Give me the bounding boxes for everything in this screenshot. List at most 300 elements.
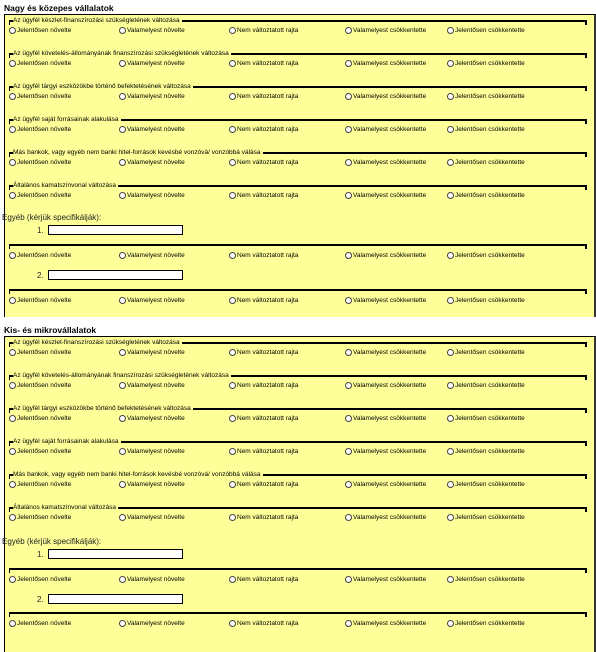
option-valamelyest-csokkentette[interactable] (345, 415, 426, 422)
option-valamelyest-novelte[interactable] (119, 27, 185, 34)
radio-button[interactable] (9, 159, 16, 166)
radio-button[interactable] (447, 481, 454, 488)
option-label: Nem változtatott rajta (237, 576, 299, 583)
option-label: Nem változtatott rajta (237, 415, 299, 422)
radio-button[interactable] (119, 382, 126, 389)
option-label: Valamelyest csökkentette (353, 349, 427, 356)
question-label: Az ügyfél készlet-finanszírozási szükségletének változása (13, 339, 180, 346)
radio-button[interactable] (229, 60, 236, 67)
option-label: Valamelyest csökkentette (353, 415, 427, 422)
question-label: Az ügyfél követelés-állományának finanszírozási szükségletének változása (13, 50, 229, 57)
option-label: Jelentősen növelte (17, 481, 72, 488)
divider (585, 342, 587, 347)
option-jelentosen-csokkentette[interactable] (447, 415, 525, 422)
option-jelentosen-csokkentette[interactable] (447, 514, 525, 521)
option-label: Nem változtatott rajta (237, 93, 299, 100)
radio-button[interactable] (229, 192, 236, 199)
option-label: Nem változtatott rajta (237, 448, 299, 455)
radio-button[interactable] (345, 93, 352, 100)
radio-button[interactable] (229, 448, 236, 455)
option-valamelyest-csokkentette[interactable] (345, 297, 426, 304)
option-label: Jelentősen növelte (17, 415, 72, 422)
question-group (9, 149, 587, 171)
radio-button[interactable] (345, 159, 352, 166)
option-label: Jelentősen csökkentette (455, 192, 525, 199)
option-valamelyest-novelte[interactable] (119, 192, 185, 199)
option-valamelyest-csokkentette[interactable] (345, 349, 426, 356)
question-group (9, 289, 587, 311)
option-valamelyest-novelte[interactable] (119, 620, 185, 627)
radio-button[interactable] (119, 192, 126, 199)
option-valamelyest-novelte[interactable] (119, 60, 185, 67)
radio-button[interactable] (447, 514, 454, 521)
option-jelentosen-novelte[interactable] (9, 297, 71, 304)
divider (9, 507, 10, 512)
question-group (9, 83, 587, 105)
option-label: Nem változtatott rajta (237, 481, 299, 488)
divider (585, 244, 587, 249)
radio-button[interactable] (9, 481, 16, 488)
radio-button[interactable] (447, 620, 454, 627)
option-jelentosen-novelte[interactable] (9, 60, 71, 67)
option-label: Valamelyest növelte (127, 60, 185, 67)
radio-button[interactable] (229, 415, 236, 422)
question-group (9, 504, 587, 526)
divider (9, 342, 10, 347)
option-label: Jelentősen csökkentette (455, 27, 525, 34)
question-label: Általános kamatszínvonal változása (13, 182, 116, 189)
divider (585, 152, 587, 157)
question-group (9, 471, 587, 493)
option-label: Valamelyest növelte (127, 93, 185, 100)
divider (585, 289, 587, 294)
divider (9, 289, 587, 291)
radio-button[interactable] (119, 60, 126, 67)
divider (9, 408, 10, 413)
option-jelentosen-novelte[interactable] (9, 126, 71, 133)
option-label: Valamelyest csökkentette (353, 481, 427, 488)
option-label: Jelentősen növelte (17, 159, 72, 166)
option-jelentosen-csokkentette[interactable] (447, 448, 525, 455)
option-label: Jelentősen csökkentette (455, 514, 525, 521)
question-label: Más bankok, vagy egyéb nem banki hitel-források kevésbé vonzóvá/ vonzóbbá válása (13, 471, 261, 478)
radio-button[interactable] (229, 382, 236, 389)
divider (9, 612, 10, 617)
radio-button[interactable] (447, 126, 454, 133)
radio-button[interactable] (345, 192, 352, 199)
option-label: Nem változtatott rajta (237, 159, 299, 166)
divider (585, 474, 587, 479)
option-jelentosen-csokkentette[interactable] (447, 349, 525, 356)
option-label: Valamelyest csökkentette (353, 192, 427, 199)
option-label: Nem változtatott rajta (237, 60, 299, 67)
option-jelentosen-csokkentette[interactable] (447, 382, 525, 389)
option-jelentosen-csokkentette[interactable] (447, 297, 525, 304)
other-2-input[interactable] (48, 270, 183, 280)
question-label: Az ügyfél saját forrásainak alakulása (13, 438, 119, 445)
option-label: Jelentősen növelte (17, 514, 72, 521)
option-nem-valtoztatott[interactable] (229, 481, 298, 488)
option-label: Jelentősen csökkentette (455, 349, 525, 356)
radio-button[interactable] (119, 27, 126, 34)
option-label: Valamelyest csökkentette (353, 60, 427, 67)
option-valamelyest-novelte[interactable] (119, 252, 185, 259)
option-nem-valtoztatott[interactable] (229, 252, 298, 259)
radio-button[interactable] (119, 126, 126, 133)
divider (9, 612, 587, 614)
radio-button[interactable] (229, 159, 236, 166)
option-label: Jelentősen növelte (17, 27, 72, 34)
option-label: Jelentősen csökkentette (455, 481, 525, 488)
option-label: Valamelyest növelte (127, 159, 185, 166)
other-1-input[interactable] (48, 225, 183, 235)
option-jelentosen-csokkentette[interactable] (447, 252, 525, 259)
radio-button[interactable] (119, 159, 126, 166)
question-group (9, 568, 587, 590)
other-2-label: 2. (37, 595, 44, 604)
option-nem-valtoztatott[interactable] (229, 415, 298, 422)
option-label: Valamelyest csökkentette (353, 514, 427, 521)
divider (585, 53, 587, 58)
radio-button[interactable] (447, 27, 454, 34)
option-label: Jelentősen csökkentette (455, 448, 525, 455)
question-label: Az ügyfél tárgyi eszközökbe történő befektetésének változása (13, 83, 191, 90)
option-valamelyest-csokkentette[interactable] (345, 27, 426, 34)
option-label: Jelentősen növelte (17, 126, 72, 133)
option-label: Nem változtatott rajta (237, 252, 299, 259)
option-nem-valtoztatott[interactable] (229, 159, 298, 166)
radio-button[interactable] (447, 349, 454, 356)
option-jelentosen-novelte[interactable] (9, 576, 71, 583)
option-label: Nem változtatott rajta (237, 382, 299, 389)
radio-button[interactable] (345, 60, 352, 67)
radio-button[interactable] (9, 448, 16, 455)
radio-button[interactable] (345, 576, 352, 583)
option-label: Jelentősen növelte (17, 60, 72, 67)
option-jelentosen-csokkentette[interactable] (447, 576, 525, 583)
option-label: Valamelyest növelte (127, 576, 185, 583)
option-jelentosen-novelte[interactable] (9, 252, 71, 259)
option-jelentosen-csokkentette[interactable] (447, 620, 525, 627)
radio-button[interactable] (9, 192, 16, 199)
radio-button[interactable] (447, 60, 454, 67)
question-group (9, 50, 587, 72)
divider (585, 185, 587, 190)
option-valamelyest-csokkentette[interactable] (345, 382, 426, 389)
option-label: Nem változtatott rajta (237, 297, 299, 304)
option-jelentosen-csokkentette[interactable] (447, 481, 525, 488)
divider (9, 53, 10, 58)
option-valamelyest-novelte[interactable] (119, 448, 185, 455)
option-nem-valtoztatott[interactable] (229, 349, 298, 356)
option-label: Jelentősen csökkentette (455, 252, 525, 259)
other-label: Egyéb (kérjük specifikálják): (2, 213, 102, 222)
option-valamelyest-novelte[interactable] (119, 415, 185, 422)
option-jelentosen-novelte[interactable] (9, 192, 71, 199)
question-group (9, 17, 587, 39)
option-valamelyest-csokkentette[interactable] (345, 60, 426, 67)
option-label: Jelentősen növelte (17, 448, 72, 455)
radio-button[interactable] (345, 481, 352, 488)
divider (585, 86, 587, 91)
other-label: Egyéb (kérjük specifikálják): (2, 537, 102, 546)
option-jelentosen-novelte[interactable] (9, 349, 71, 356)
option-nem-valtoztatott[interactable] (229, 297, 298, 304)
radio-button[interactable] (229, 126, 236, 133)
option-label: Valamelyest növelte (127, 620, 185, 627)
option-label: Jelentősen növelte (17, 192, 72, 199)
option-label: Jelentősen növelte (17, 297, 72, 304)
radio-button[interactable] (119, 415, 126, 422)
option-valamelyest-novelte[interactable] (119, 382, 185, 389)
option-label: Valamelyest csökkentette (353, 382, 427, 389)
radio-button[interactable] (229, 481, 236, 488)
other-1-label: 1. (37, 226, 44, 235)
radio-button[interactable] (229, 27, 236, 34)
option-label: Valamelyest növelte (127, 415, 185, 422)
radio-button[interactable] (9, 514, 16, 521)
radio-button[interactable] (119, 576, 126, 583)
option-valamelyest-novelte[interactable] (119, 126, 185, 133)
divider (9, 152, 10, 157)
radio-button[interactable] (229, 349, 236, 356)
option-label: Jelentősen csökkentette (455, 382, 525, 389)
option-label: Valamelyest csökkentette (353, 159, 427, 166)
radio-button[interactable] (119, 93, 126, 100)
other-2-input[interactable] (48, 594, 183, 604)
option-valamelyest-csokkentette[interactable] (345, 192, 426, 199)
radio-button[interactable] (119, 620, 126, 627)
divider (9, 244, 10, 249)
radio-button[interactable] (119, 448, 126, 455)
question-label: Az ügyfél saját forrásainak alakulása (13, 116, 119, 123)
radio-button[interactable] (447, 93, 454, 100)
option-valamelyest-csokkentette[interactable] (345, 514, 426, 521)
radio-button[interactable] (229, 297, 236, 304)
option-jelentosen-novelte[interactable] (9, 514, 71, 521)
option-nem-valtoztatott[interactable] (229, 126, 298, 133)
radio-button[interactable] (447, 297, 454, 304)
radio-button[interactable] (9, 576, 16, 583)
option-valamelyest-csokkentette[interactable] (345, 126, 426, 133)
radio-button[interactable] (229, 93, 236, 100)
option-valamelyest-novelte[interactable] (119, 297, 185, 304)
radio-button[interactable] (345, 126, 352, 133)
option-label: Nem változtatott rajta (237, 27, 299, 34)
option-valamelyest-novelte[interactable] (119, 93, 185, 100)
divider (585, 408, 587, 413)
section-panel-large (4, 14, 596, 317)
option-jelentosen-novelte[interactable] (9, 27, 71, 34)
option-nem-valtoztatott[interactable] (229, 192, 298, 199)
radio-button[interactable] (345, 514, 352, 521)
option-jelentosen-novelte[interactable] (9, 382, 71, 389)
radio-button[interactable] (345, 382, 352, 389)
option-label: Nem változtatott rajta (237, 620, 299, 627)
divider (585, 375, 587, 380)
option-label: Valamelyest növelte (127, 481, 185, 488)
option-valamelyest-csokkentette[interactable] (345, 93, 426, 100)
option-label: Valamelyest növelte (127, 126, 185, 133)
radio-button[interactable] (229, 576, 236, 583)
radio-button[interactable] (345, 252, 352, 259)
option-nem-valtoztatott[interactable] (229, 514, 298, 521)
option-nem-valtoztatott[interactable] (229, 60, 298, 67)
option-jelentosen-csokkentette[interactable] (447, 93, 525, 100)
option-valamelyest-csokkentette[interactable] (345, 576, 426, 583)
option-valamelyest-novelte[interactable] (119, 481, 185, 488)
option-label: Valamelyest növelte (127, 192, 185, 199)
divider (585, 612, 587, 617)
option-label: Jelentősen növelte (17, 576, 72, 583)
option-label: Jelentősen növelte (17, 349, 72, 356)
option-label: Jelentősen csökkentette (455, 620, 525, 627)
option-label: Jelentősen csökkentette (455, 415, 525, 422)
option-valamelyest-csokkentette[interactable] (345, 252, 426, 259)
option-valamelyest-novelte[interactable] (119, 349, 185, 356)
section-title: Kis- és mikrovállalatok (4, 325, 97, 335)
option-label: Valamelyest növelte (127, 27, 185, 34)
option-label: Nem változtatott rajta (237, 349, 299, 356)
option-jelentosen-csokkentette[interactable] (447, 27, 525, 34)
option-valamelyest-csokkentette[interactable] (345, 620, 426, 627)
option-label: Valamelyest növelte (127, 297, 185, 304)
question-group (9, 244, 587, 266)
option-valamelyest-novelte[interactable] (119, 576, 185, 583)
radio-button[interactable] (345, 620, 352, 627)
option-nem-valtoztatott[interactable] (229, 620, 298, 627)
radio-button[interactable] (9, 60, 16, 67)
option-jelentosen-csokkentette[interactable] (447, 192, 525, 199)
radio-button[interactable] (345, 448, 352, 455)
option-label: Valamelyest növelte (127, 514, 185, 521)
option-jelentosen-novelte[interactable] (9, 93, 71, 100)
other-1-input[interactable] (48, 549, 183, 559)
radio-button[interactable] (9, 126, 16, 133)
radio-button[interactable] (447, 576, 454, 583)
radio-button[interactable] (447, 415, 454, 422)
radio-button[interactable] (9, 415, 16, 422)
radio-button[interactable] (119, 349, 126, 356)
divider (9, 568, 10, 573)
option-valamelyest-novelte[interactable] (119, 514, 185, 521)
radio-button[interactable] (9, 252, 16, 259)
radio-button[interactable] (229, 620, 236, 627)
option-valamelyest-novelte[interactable] (119, 159, 185, 166)
option-label: Valamelyest csökkentette (353, 448, 427, 455)
radio-button[interactable] (9, 297, 16, 304)
option-jelentosen-csokkentette[interactable] (447, 126, 525, 133)
divider (585, 441, 587, 446)
radio-button[interactable] (119, 481, 126, 488)
divider (9, 86, 10, 91)
option-nem-valtoztatott[interactable] (229, 448, 298, 455)
option-label: Valamelyest csökkentette (353, 620, 427, 627)
radio-button[interactable] (119, 297, 126, 304)
option-nem-valtoztatott[interactable] (229, 93, 298, 100)
question-group (9, 438, 587, 460)
divider (9, 244, 587, 246)
other-2-label: 2. (37, 271, 44, 280)
divider (585, 507, 587, 512)
option-valamelyest-csokkentette[interactable] (345, 159, 426, 166)
option-label: Valamelyest csökkentette (353, 93, 427, 100)
option-label: Valamelyest csökkentette (353, 27, 427, 34)
option-jelentosen-novelte[interactable] (9, 620, 71, 627)
radio-button[interactable] (9, 349, 16, 356)
question-group (9, 339, 587, 361)
option-label: Nem változtatott rajta (237, 514, 299, 521)
option-label: Jelentősen csökkentette (455, 576, 525, 583)
option-label: Valamelyest csökkentette (353, 126, 427, 133)
radio-button[interactable] (9, 382, 16, 389)
radio-button[interactable] (345, 349, 352, 356)
option-label: Jelentősen csökkentette (455, 126, 525, 133)
option-jelentosen-novelte[interactable] (9, 448, 71, 455)
option-label: Nem változtatott rajta (237, 192, 299, 199)
option-label: Jelentősen csökkentette (455, 159, 525, 166)
option-label: Jelentősen növelte (17, 382, 72, 389)
radio-button[interactable] (447, 448, 454, 455)
option-valamelyest-csokkentette[interactable] (345, 481, 426, 488)
divider (9, 568, 587, 570)
question-label: Az ügyfél készlet-finanszírozási szükségletének változása (13, 17, 180, 24)
radio-button[interactable] (447, 382, 454, 389)
option-nem-valtoztatott[interactable] (229, 27, 298, 34)
question-group (9, 405, 587, 427)
divider (9, 289, 10, 294)
divider (9, 375, 10, 380)
radio-button[interactable] (119, 514, 126, 521)
radio-button[interactable] (9, 27, 16, 34)
question-label: Általános kamatszínvonal változása (13, 504, 116, 511)
option-nem-valtoztatott[interactable] (229, 382, 298, 389)
divider (9, 185, 10, 190)
radio-button[interactable] (345, 297, 352, 304)
radio-button[interactable] (9, 93, 16, 100)
option-label: Jelentősen növelte (17, 620, 72, 627)
other-1-label: 1. (37, 550, 44, 559)
radio-button[interactable] (9, 620, 16, 627)
option-jelentosen-csokkentette[interactable] (447, 60, 525, 67)
option-jelentosen-csokkentette[interactable] (447, 159, 525, 166)
question-label: Az ügyfél tárgyi eszközökbe történő befektetésének változása (13, 405, 191, 412)
option-label: Jelentősen csökkentette (455, 297, 525, 304)
radio-button[interactable] (447, 192, 454, 199)
option-label: Jelentősen növelte (17, 252, 72, 259)
divider (585, 568, 587, 573)
radio-button[interactable] (229, 514, 236, 521)
radio-button[interactable] (229, 252, 236, 259)
radio-button[interactable] (447, 159, 454, 166)
radio-button[interactable] (345, 27, 352, 34)
option-nem-valtoztatott[interactable] (229, 576, 298, 583)
option-jelentosen-novelte[interactable] (9, 481, 71, 488)
radio-button[interactable] (345, 415, 352, 422)
option-label: Valamelyest csökkentette (353, 252, 427, 259)
option-label: Valamelyest csökkentette (353, 297, 427, 304)
divider (9, 119, 10, 124)
question-label: Más bankok, vagy egyéb nem banki hitel-források kevésbé vonzóvá/ vonzóbbá válása (13, 149, 261, 156)
option-jelentosen-novelte[interactable] (9, 415, 71, 422)
divider (9, 474, 10, 479)
question-group (9, 372, 587, 394)
divider (585, 119, 587, 124)
option-jelentosen-novelte[interactable] (9, 159, 71, 166)
radio-button[interactable] (447, 252, 454, 259)
radio-button[interactable] (119, 252, 126, 259)
option-valamelyest-csokkentette[interactable] (345, 448, 426, 455)
